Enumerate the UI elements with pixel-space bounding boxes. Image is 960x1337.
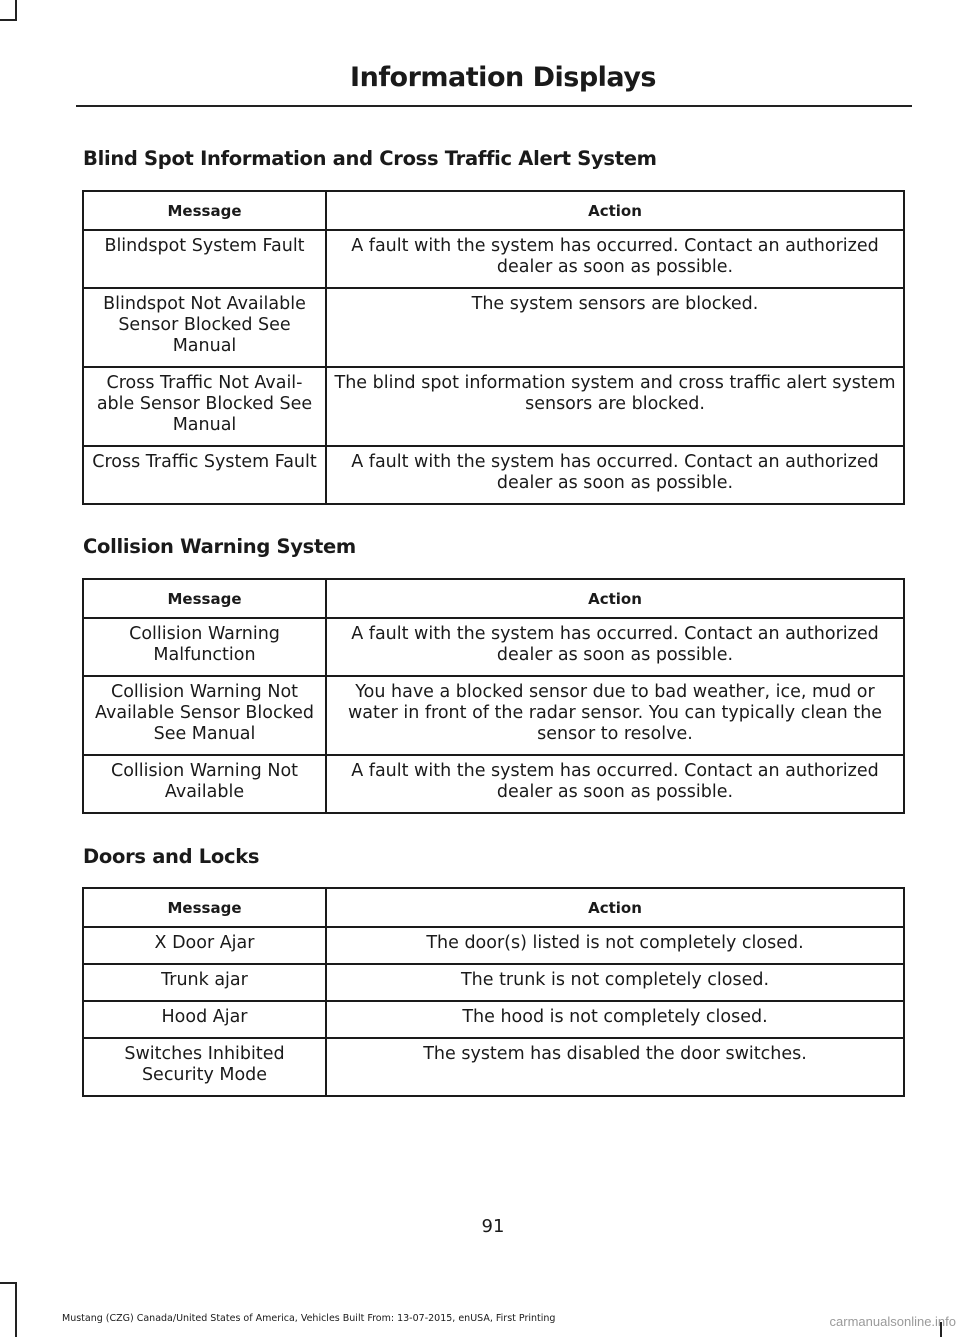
column-header-message: Message xyxy=(83,579,326,618)
page-number: 91 xyxy=(481,1216,505,1237)
table-row xyxy=(83,676,904,755)
table-row xyxy=(83,288,904,367)
table-header-row xyxy=(83,579,904,618)
message-cell: Collision Warning Malfunction xyxy=(83,618,326,676)
column-header-action: Action xyxy=(326,579,904,618)
table-row xyxy=(83,755,904,813)
action-cell: A fault with the system has occurred. Contact an authorized dealer as soon as possible. xyxy=(326,446,904,504)
action-cell: A fault with the system has occurred. Contact an authorized dealer as soon as possible. xyxy=(326,755,904,813)
section-title-doors-locks: Doors and Locks xyxy=(83,845,260,868)
message-cell: Collision Warning Not Available xyxy=(83,755,326,813)
action-cell: A fault with the system has occurred. Contact an authorized dealer as soon as possible. xyxy=(326,230,904,288)
table-header-row xyxy=(83,191,904,230)
message-cell: Blindspot System Fault xyxy=(83,230,326,288)
message-cell: Hood Ajar xyxy=(83,1001,326,1038)
action-cell: The trunk is not completely closed. xyxy=(326,964,904,1001)
watermark: carmanualsonline.info xyxy=(829,1314,956,1329)
message-cell: Cross Traffic Not Avail-able Sensor Blocked See Manual xyxy=(83,367,326,446)
header-divider xyxy=(76,105,912,107)
action-cell: The system has disabled the door switches. xyxy=(326,1038,904,1096)
table-row xyxy=(83,446,904,504)
action-cell: The door(s) listed is not completely closed. xyxy=(326,927,904,964)
column-header-message: Message xyxy=(83,888,326,927)
table-row xyxy=(83,367,904,446)
collision-warning-table xyxy=(82,578,905,814)
column-header-message: Message xyxy=(83,191,326,230)
message-cell: Trunk ajar xyxy=(83,964,326,1001)
action-cell: The hood is not completely closed. xyxy=(326,1001,904,1038)
column-header-action: Action xyxy=(326,888,904,927)
table-row xyxy=(83,964,904,1001)
table-row xyxy=(83,1038,904,1096)
message-cell: Switches Inhibited Security Mode xyxy=(83,1038,326,1096)
crop-mark xyxy=(15,0,17,20)
message-cell: Blindspot Not Available Sensor Blocked See Manual xyxy=(83,288,326,367)
table-row xyxy=(83,1001,904,1038)
footer-text: Mustang (CZG) Canada/United States of America, Vehicles Built From: 13-07-2015, enUSA, First Printing xyxy=(62,1313,556,1324)
table-row xyxy=(83,230,904,288)
column-header-action: Action xyxy=(326,191,904,230)
section-title-collision-warning: Collision Warning System xyxy=(83,535,356,558)
action-cell: A fault with the system has occurred. Contact an authorized dealer as soon as possible. xyxy=(326,618,904,676)
message-cell: Collision Warning Not Available Sensor Blocked See Manual xyxy=(83,676,326,755)
page-title: Information Displays xyxy=(350,62,656,93)
table-row xyxy=(83,927,904,964)
doors-locks-table xyxy=(82,887,905,1097)
table-row xyxy=(83,618,904,676)
blind-spot-table xyxy=(82,190,905,505)
message-cell: Cross Traffic System Fault xyxy=(83,446,326,504)
message-cell: X Door Ajar xyxy=(83,927,326,964)
crop-mark xyxy=(0,19,17,21)
action-cell: You have a blocked sensor due to bad weather, ice, mud or water in front of the radar sensor. You can typically clean the sensor to resolve. xyxy=(326,676,904,755)
crop-mark xyxy=(15,1282,17,1337)
action-cell: The system sensors are blocked. xyxy=(326,288,904,367)
section-title-blind-spot: Blind Spot Information and Cross Traffic Alert System xyxy=(83,147,657,170)
table-header-row xyxy=(83,888,904,927)
action-cell: The blind spot information system and cross traffic alert system sensors are blocked. xyxy=(326,367,904,446)
crop-mark xyxy=(0,1282,17,1284)
